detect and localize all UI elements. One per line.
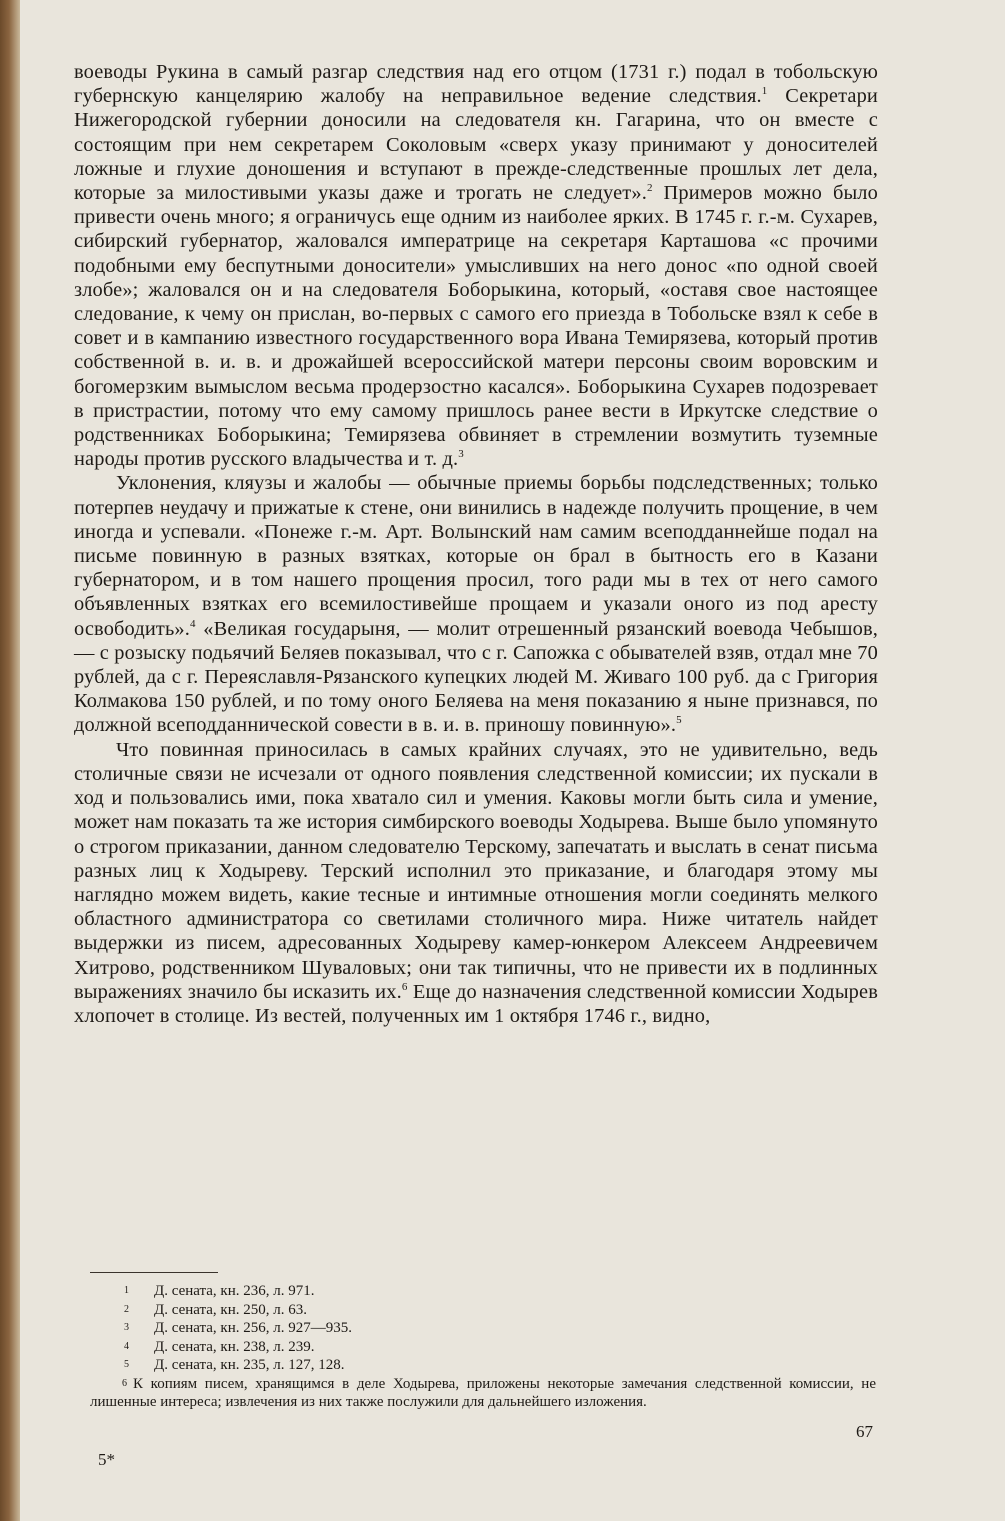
footnote (90, 1282, 876, 1301)
footnote-number: 1 (124, 1285, 129, 1296)
footnote-text: К копиям писем, хранящимся в деле Ходырева, приложены некоторые замечания следственной комиссии, не лишенные интереса; извлечения из них также послужили для дальнейшего изложения. (90, 1375, 876, 1410)
footnotes (90, 1282, 876, 1411)
paragraph-text: Еще до назначения следственной комиссии Ходырев хлопочет в столице. Из вестей, полученных им 1 октября 1746 г., видно, (74, 980, 878, 1027)
paragraph-text: воеводы Рукина в самый разгар следствия над его отцом (1731 г.) подал в тобольскую губернскую канцелярию жалобу на неправильное ведение следствия. (74, 61, 878, 108)
paragraph-text: Секретари Нижегородской губернии доносили на следователя кн. Гагарина, что он вместе с состоящим при нем секретарем Соколовым «сверх указу принимают у доносителей ложные и глухие доношения и вступают в прежде-следственные прошлых лет дела, которые за милостивыми указы даже и трогать не следует». (74, 85, 878, 205)
footnote-6 (90, 1375, 876, 1411)
footnote-text: Д. сената, кн. 236, л. 971. (154, 1283, 315, 1299)
footnote (90, 1301, 876, 1320)
footnote-text: Д. сената, кн. 238, л. 239. (154, 1338, 315, 1355)
footnote-list (90, 1282, 876, 1375)
footnote (90, 1356, 876, 1375)
footnote-ref: 4 (190, 617, 196, 630)
page-number: 67 (856, 1422, 873, 1441)
footnote (90, 1319, 876, 1338)
book-spine-edge (0, 0, 20, 1521)
footnote-ref: 3 (458, 448, 464, 461)
footnote-ref: 2 (646, 182, 653, 195)
paragraph-text: Уклонения, кляузы и жалобы — обычные приемы борьбы подследственных; только потерпев неудачу и прижатые к стене, они винились в надежде получить прощение, в чем иногда и успевали. «Понеже г.-м. Арт. Волынский нам самим всеподданнейше подал на письме повинную в разных взятках, которые он брал в бытность его в Казани губернатором, и в том нашего прощения просил, того ради мы в тех от него самого объявленных взятках его всемилостивейше прощаем и указали оного из под аресту освободить». (74, 472, 878, 640)
footnote-number: 6 (122, 1377, 127, 1389)
paragraph-text: Примеров можно было привести очень много; я ограничусь еще одним из наиболее ярких. В 1745 г. г.-м. Сухарев, сибирский губернатор, жаловался императрице на секретаря Карташова «с прочими подобными ему беспутными доносители» умысливших на него донос «по одной своей злобе»; жаловался он и на следователя Боборыкина, который, «оставя свое настоящее следование, к чему он прислан, во-первых с самого его приезда в Тобольске взял к себе в совет и в кампанию известного государственного вора Ивана Темирязева, который против собственной в. и. в. и дрожайшей всероссийской матери персоны своим воровским и богомерзким вымыслом весьма продерзостно касался». Боборыкина Сухарев подозревает в пристрастии, потому что ему самому пришлось ранее вести в Иркутске следствие о родственниках Боборыкина; Темирязева обвиняет в стремлении возмутить туземные народы против русского владычества и т. д. (74, 182, 878, 471)
paragraph (74, 738, 878, 1028)
paragraph-text: «Великая государыня, — молит отрешенный рязанский воевода Чебышов, — с розыску подьячий Беляев показывал, что с г. Сапожка с обывателей взяв, отдал мне 70 рублей, да с г. Переяславля-Рязанского купецких людей М. Живаго 100 руб. да с Григория Колмакова 150 рублей, и по тому оного Беляева на меня показанию я ныне признався, по должной всеподданнической совести в в. и. в. приношу повинную». (74, 617, 878, 737)
main-text (74, 60, 878, 1028)
paragraph (74, 471, 878, 737)
footnote-text: Д. сената, кн. 256, л. 927—935. (154, 1320, 352, 1337)
footnote-number: 2 (124, 1303, 129, 1315)
footnote-ref: 5 (676, 714, 682, 727)
paragraph (74, 60, 878, 471)
footnote-number: 3 (124, 1322, 129, 1334)
footnote-ref: 6 (401, 980, 408, 993)
footnote-text: Д. сената, кн. 250, л. 63. (154, 1301, 307, 1318)
paragraph-text: Что повинная приносилась в самых крайних случаях, это не удивительно, ведь столичные связи не исчезали от одного появления следственной комиссии; их пускали в ход и пользовались ими, пока хватало сил и умения. Каковы могли быть сила и умение, может нам показать та же история симбирского воеводы Ходырева. Выше было упомянуто о строгом приказании, данном следователю Терскому, запечатать и выслать в сенат письма разных лиц к Ходыреву. Терский исполнил это приказание, и благодаря этому мы наглядно можем видеть, какие тесные и интимные отношения могли соединять мелкого областного администратора со светилами столичного мира. Ниже читатель найдет выдержки из писем, адресованных Ходыреву камер-юнкером Алексеем Андреевичем Хитрово, родственником Шуваловых; они так типичны, что не привести их в подлинных выражениях значило бы исказить их. (74, 738, 878, 1003)
footnote-number: 5 (124, 1359, 129, 1371)
printer-signature: 5* (98, 1450, 115, 1469)
footnote-number: 4 (124, 1340, 129, 1352)
footnote-separator (90, 1272, 218, 1273)
footnote (90, 1338, 876, 1357)
footnote-text: Д. сената, кн. 235, л. 127, 128. (154, 1357, 345, 1374)
footnote-ref: 1 (761, 85, 768, 98)
